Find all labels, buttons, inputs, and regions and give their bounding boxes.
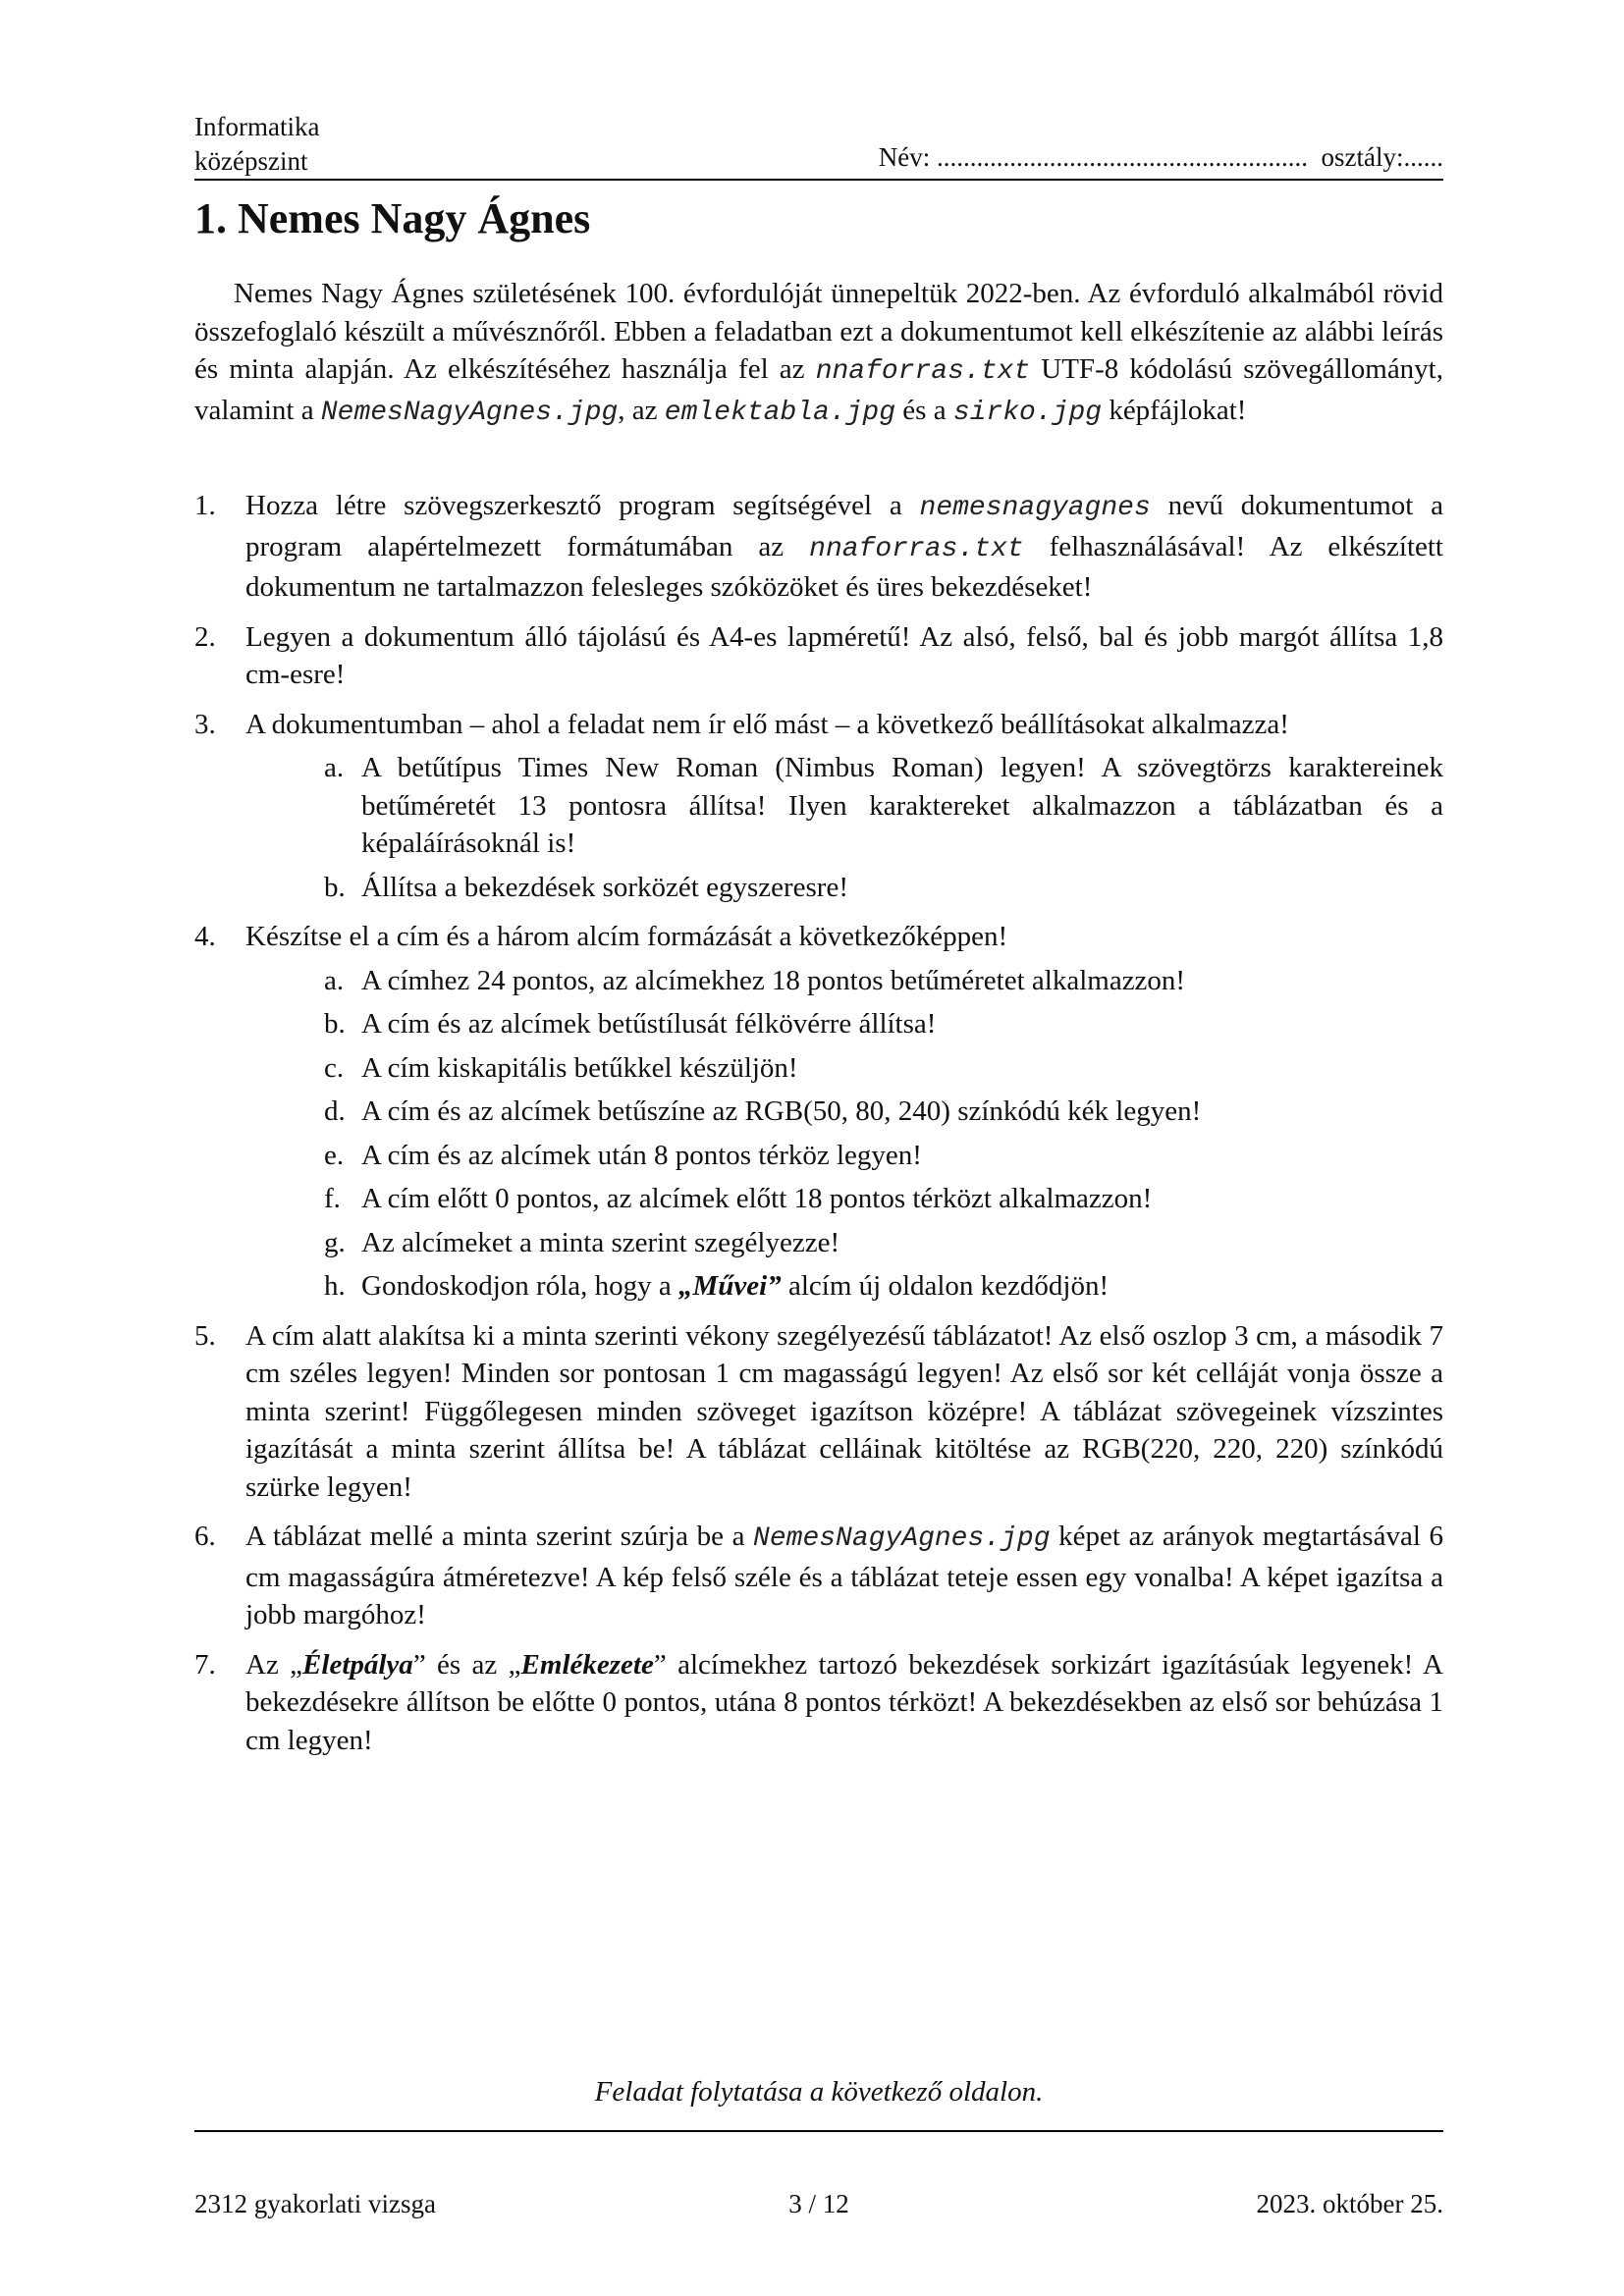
subtask-list xyxy=(245,749,1443,906)
task-item-7 xyxy=(194,1646,1443,1760)
intro-text-3: , az xyxy=(618,394,665,426)
task-text: felhasználásával! Az elkészített dokumentum ne tartalmazzon felesleges szóközöket és üres bekezdéseket! xyxy=(245,530,1443,603)
footer-date: 2023. október 25. xyxy=(1256,2189,1443,2218)
header-name-class xyxy=(879,140,1443,175)
intro-text-4: és a xyxy=(895,394,953,426)
task-number: 3. xyxy=(194,708,216,740)
subtask-text: A cím kiskapitális betűkkel készüljön! xyxy=(361,1051,798,1084)
task-text: nevű dokumentumot a program alapértelmezett formátumában az xyxy=(245,490,1444,562)
subtask-letter: b. xyxy=(324,1008,346,1040)
subtask-list xyxy=(245,962,1443,1306)
task-text: ” alcímekhez tartozó bekezdések sorkizárt igazításúak legyenek! A bekezdésekre állítson be előtte 0 pontos, utána 8 pontos térközt! A bekezdésekben az első sor behúzása 1 cm legyen! xyxy=(245,1648,1443,1756)
task-text: Készítse el a cím és a három alcím formázását a következőképpen! xyxy=(245,921,1008,952)
task-text: Hozza létre szövegszerkesztő program segítségével a xyxy=(245,490,920,521)
subtask-letter: h. xyxy=(324,1270,346,1302)
subtask-text: A cím előtt 0 pontos, az alcímek előtt 18 pontos térközt alkalmazzon! xyxy=(361,1183,1153,1214)
task-filename: nnaforras.txt xyxy=(809,533,1024,564)
task-text: A cím alatt alakítsa ki a minta szerinti vékony szegélyezésű táblázatot! Az első oszlop 3 cm, a második 7 cm széles legyen! Minden sor pontosan 1 cm magasságú legyen! Az első sor két celláját vonja össze a minta szerint! Függőlegesen minden szöveget igazítson középre! A táblázat szövegeinek vízszintes igazítását a minta szerint állítsa be! A táblázat celláinak kitöltése az RGB(220, 220, 220) színkódú szürke legyen! xyxy=(245,1319,1443,1503)
subtask-text: Az alcímeket a minta szerint szegélyezze! xyxy=(361,1226,840,1258)
page-header xyxy=(194,110,1443,181)
subtask-item xyxy=(245,1049,1443,1088)
task-text: A táblázat mellé a minta szerint szúrja be a xyxy=(245,1521,754,1552)
subtask-text: A címhez 24 pontos, az alcímekhez 18 pontos betűméretet alkalmazzon! xyxy=(361,964,1186,996)
task-filename: nemesnagyagnes xyxy=(919,493,1151,523)
name-field-label: Név: ........................................................ xyxy=(878,142,1309,172)
subtask-letter: c. xyxy=(324,1051,345,1084)
intro-filename-3: emlektabla.jpg xyxy=(664,397,896,428)
task-number: 2. xyxy=(194,620,216,653)
subtask-letter: a. xyxy=(324,752,345,783)
intro-paragraph xyxy=(194,275,1443,432)
intro-text-2: UTF-8 kódolású szövegállományt, valamint a xyxy=(194,353,1443,426)
subtask-item xyxy=(245,1093,1443,1131)
subtask-item xyxy=(245,962,1443,1000)
task-title: 1. Nemes Nagy Ágnes xyxy=(194,194,591,242)
subtask-item xyxy=(245,1180,1443,1218)
task-text: képet az arányok megtartásával 6 cm magasságúra átméretezve! A kép felső széle és a táblázat teteje essen egy vonalba! A képet igazítsa a jobb margóhoz! xyxy=(245,1521,1443,1630)
subtask-item xyxy=(245,1224,1443,1262)
subtask-letter: d. xyxy=(324,1095,346,1127)
subtask-letter: f. xyxy=(324,1183,341,1214)
subtask-text: A cím és az alcímek betűszíne az RGB(50, 80, 240) színkódú kék legyen! xyxy=(361,1095,1202,1127)
header-subject: Informatika xyxy=(194,112,320,141)
task-number: 7. xyxy=(194,1648,216,1681)
subtask-text: A cím és az alcímek után 8 pontos térköz legyen! xyxy=(361,1139,922,1171)
task-emphasis: Emlékezete xyxy=(520,1648,654,1681)
header-subject-block xyxy=(194,110,319,179)
task-item-4 xyxy=(194,918,1443,1306)
subtask-emphasis: „Művei” xyxy=(678,1270,782,1302)
continuation-note: Feladat folytatása a következő oldalon. xyxy=(594,2076,1044,2108)
task-item-6 xyxy=(194,1518,1443,1634)
task-item-3 xyxy=(194,706,1443,907)
footer-exam-code: 2312 gyakorlati vizsga xyxy=(194,2189,436,2218)
task-number: 6. xyxy=(194,1521,216,1552)
footer-page-number: 3 / 12 xyxy=(788,2189,849,2218)
subtask-letter: e. xyxy=(324,1139,345,1171)
subtask-item xyxy=(245,749,1443,863)
subtask-item xyxy=(245,1005,1443,1043)
intro-text-5: képfájlokat! xyxy=(1102,394,1247,426)
subtask-letter: b. xyxy=(324,871,346,903)
exam-page xyxy=(194,0,1443,2296)
task-text: Az „ xyxy=(245,1648,303,1681)
header-level: középszint xyxy=(194,146,308,176)
task-text: ” és az „ xyxy=(412,1648,521,1681)
task-number: 5. xyxy=(194,1319,216,1352)
task-item-1 xyxy=(194,487,1443,607)
task-item-2 xyxy=(194,618,1443,694)
subtask-text: Állítsa a bekezdések sorközét egyszeresre! xyxy=(361,871,848,903)
task-item-5 xyxy=(194,1317,1443,1507)
intro-text-1: Nemes Nagy Ágnes születésének 100. évfordulóját ünnepeltük 2022-ben. Az évforduló alkalmából rövid összefoglaló készült a művésznőről. Ebben a feladatban ezt a dokumentumot kell elkészítenie az alábbi leírás és minta alapján. Az elkészítéséhez használja fel az xyxy=(194,278,1443,385)
subtask-item xyxy=(245,1267,1443,1306)
subtask-item xyxy=(245,1137,1443,1175)
task-filename: NemesNagyAgnes.jpg xyxy=(753,1523,1051,1554)
intro-filename-2: NemesNagyAgnes.jpg xyxy=(320,397,619,428)
subtask-text: alcím új oldalon kezdődjön! xyxy=(781,1270,1110,1302)
subtask-text: A cím és az alcímek betűstílusát félkövérre állítsa! xyxy=(361,1008,937,1040)
subtask-letter: a. xyxy=(324,964,345,996)
footer-divider xyxy=(194,2130,1443,2132)
task-text: Legyen a dokumentum álló tájolású és A4-es lapméretű! Az alsó, felső, bal és jobb margót állítsa 1,8 cm-esre! xyxy=(245,620,1443,690)
task-list xyxy=(194,487,1443,1771)
subtask-text: A betűtípus Times New Roman (Nimbus Roman) legyen! A szövegtörzs karaktereinek betűméretét 13 pontosra állítsa! Ilyen karaktereket alkalmazzon a táblázatban és a képaláírásoknál is! xyxy=(361,752,1443,859)
intro-filename-1: nnaforras.txt xyxy=(815,356,1031,387)
task-text: A dokumentumban – ahol a feladat nem ír elő mást – a következő beállításokat alkalmazza! xyxy=(245,708,1289,740)
subtask-letter: g. xyxy=(324,1226,346,1258)
class-field-label: osztály:...... xyxy=(1321,142,1443,172)
task-number: 4. xyxy=(194,921,216,952)
subtask-text: Gondoskodjon róla, hogy a xyxy=(361,1270,678,1302)
intro-filename-4: sirko.jpg xyxy=(952,397,1103,428)
task-number: 1. xyxy=(194,490,216,521)
task-emphasis: Életpálya xyxy=(302,1648,413,1681)
subtask-item xyxy=(245,869,1443,907)
